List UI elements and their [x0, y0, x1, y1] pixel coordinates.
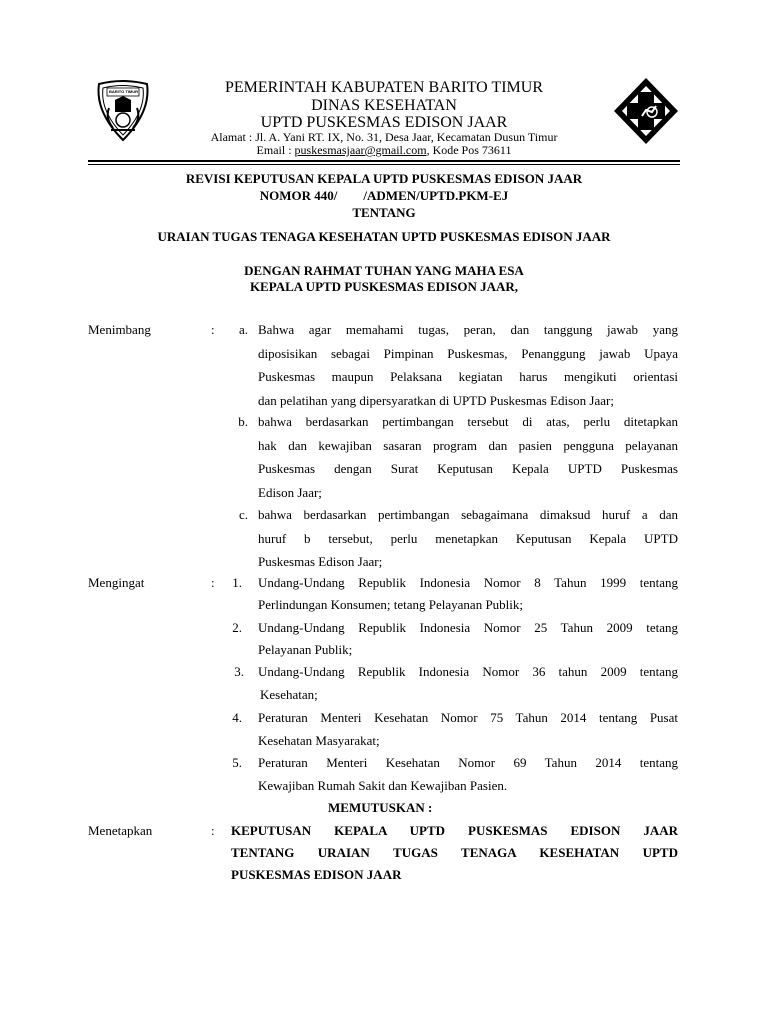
regency-logo: [93, 78, 153, 142]
header-agency: DINAS KESEHATAN: [311, 97, 457, 114]
mengingat-2-line2: Pelayanan Publik;: [258, 642, 353, 657]
mengingat-5-line1: Peraturan Menteri Kesehatan Nomor 69 Tahun 2014 tentang: [258, 755, 678, 770]
mengingat-3-line1: Undang-Undang Republik Indonesia Nomor 36 tahun 2009 tentang: [258, 664, 678, 679]
menimbang-b-line3: Puskesmas dengan Surat Keputusan Kepala UPTD Puskesmas: [258, 461, 678, 476]
header-rule-thin: [88, 164, 680, 165]
puskesmas-emblem-icon: [612, 76, 680, 146]
menimbang-b-line1: bahwa berdasarkan pertimbangan tersebut di atas, perlu ditetapkan: [258, 414, 678, 429]
mengingat-colon: :: [211, 575, 215, 590]
menimbang-colon: :: [211, 322, 215, 337]
email-link[interactable]: puskesmasjaar@gmail.com: [294, 143, 427, 157]
menimbang-c-line2: huruf b tersebut, perlu menetapkan Keputusan Kepala UPTD: [258, 531, 678, 546]
mengingat-1-line1: Undang-Undang Republik Indonesia Nomor 8 Tahun 1999 tentang: [258, 575, 678, 590]
mengingat-2-marker: 2.: [232, 620, 242, 635]
mengingat-2-line1: Undang-Undang Republik Indonesia Nomor 25 Tahun 2009 tetang: [258, 620, 678, 635]
menetapkan-line1: KEPUTUSAN KEPALA UPTD PUSKESMAS EDISON JAAR: [231, 823, 678, 838]
mengingat-4-line2: Kesehatan Masyarakat;: [258, 733, 380, 748]
header-rule-thick: [88, 160, 680, 162]
menimbang-c-marker: c.: [238, 507, 248, 522]
invocation: DENGAN RAHMAT TUHAN YANG MAHA ESA: [244, 263, 524, 278]
header-address: Alamat : Jl. A. Yani RT. IX, No. 31, Desa Jaar, Kecamatan Dusun Timur: [210, 130, 558, 144]
mengingat-4-marker: 4.: [232, 710, 242, 725]
menetapkan-line2: TENTANG URAIAN TUGAS TENAGA KESEHATAN UPTD: [231, 845, 678, 860]
menimbang-c-line3: Puskesmas Edison Jaar;: [258, 554, 383, 569]
menetapkan-line3: PUSKESMAS EDISON JAAR: [231, 867, 402, 882]
menimbang-a-line4: dan pelatihan yang dipersyaratkan di UPTD Puskesmas Edison Jaar;: [258, 393, 614, 408]
header-contact: [150, 144, 618, 157]
menetapkan-label: Menetapkan: [88, 823, 153, 838]
memutuskan-heading: MEMUTUSKAN :: [328, 800, 433, 815]
decree-subject: URAIAN TUGAS TENAGA KESEHATAN UPTD PUSKESMAS EDISON JAAR: [157, 229, 611, 244]
mengingat-5-line2: Kewajiban Rumah Sakit dan Kewajiban Pasien.: [258, 778, 508, 793]
issuer: KEPALA UPTD PUSKESMAS EDISON JAAR,: [249, 279, 519, 294]
mengingat-4-line1: Peraturan Menteri Kesehatan Nomor 75 Tahun 2014 tentang Pusat: [258, 710, 678, 725]
menimbang-label: Menimbang: [88, 322, 151, 337]
logo-caption: BARITO TIMUR: [109, 89, 139, 94]
puskesmas-logo: [612, 76, 680, 146]
decree-number: NOMOR 440/ /ADMEN/UPTD.PKM-EJ: [259, 188, 509, 203]
mengingat-3-line2: Kesehatan;: [260, 687, 318, 702]
menimbang-c-line1: bahwa berdasarkan pertimbangan sebagaimana dimaksud huruf a dan: [258, 507, 678, 522]
mengingat-5-marker: 5.: [232, 755, 242, 770]
menimbang-b-line4: Edison Jaar;: [258, 485, 322, 500]
menimbang-b-line2: hak dan kewajiban sasaran program dan pasien pengguna pelayanan: [258, 438, 678, 453]
menimbang-a-line1: Bahwa agar memahami tugas, peran, dan tanggung jawab yang: [258, 322, 678, 337]
postcode: , Kode Pos 73611: [426, 143, 512, 157]
decree-tentang: TENTANG: [352, 205, 416, 220]
menimbang-b-marker: b.: [238, 414, 248, 429]
header-unit: UPTD PUSKESMAS EDISON JAAR: [260, 114, 508, 131]
menimbang-a-line2: diposisikan sebagai Pimpinan Puskesmas, Penanggung jawab Upaya: [258, 346, 678, 361]
header-government: PEMERINTAH KABUPATEN BARITO TIMUR: [224, 79, 543, 96]
menimbang-a-marker: a.: [238, 322, 248, 337]
menetapkan-colon: :: [211, 823, 215, 838]
menimbang-a-line3: Puskesmas maupun Pelaksana kegiatan harus mengikuti orientasi: [258, 369, 678, 384]
mengingat-label: Mengingat: [88, 575, 145, 590]
email-label: Email :: [256, 143, 295, 157]
mengingat-1-marker: 1.: [232, 575, 242, 590]
mengingat-3-marker: 3.: [234, 664, 244, 679]
decree-title: REVISI KEPUTUSAN KEPALA UPTD PUSKESMAS EDISON JAAR: [185, 171, 583, 186]
mengingat-1-line2: Perlindungan Konsumen; tetang Pelayanan Publik;: [258, 597, 524, 612]
